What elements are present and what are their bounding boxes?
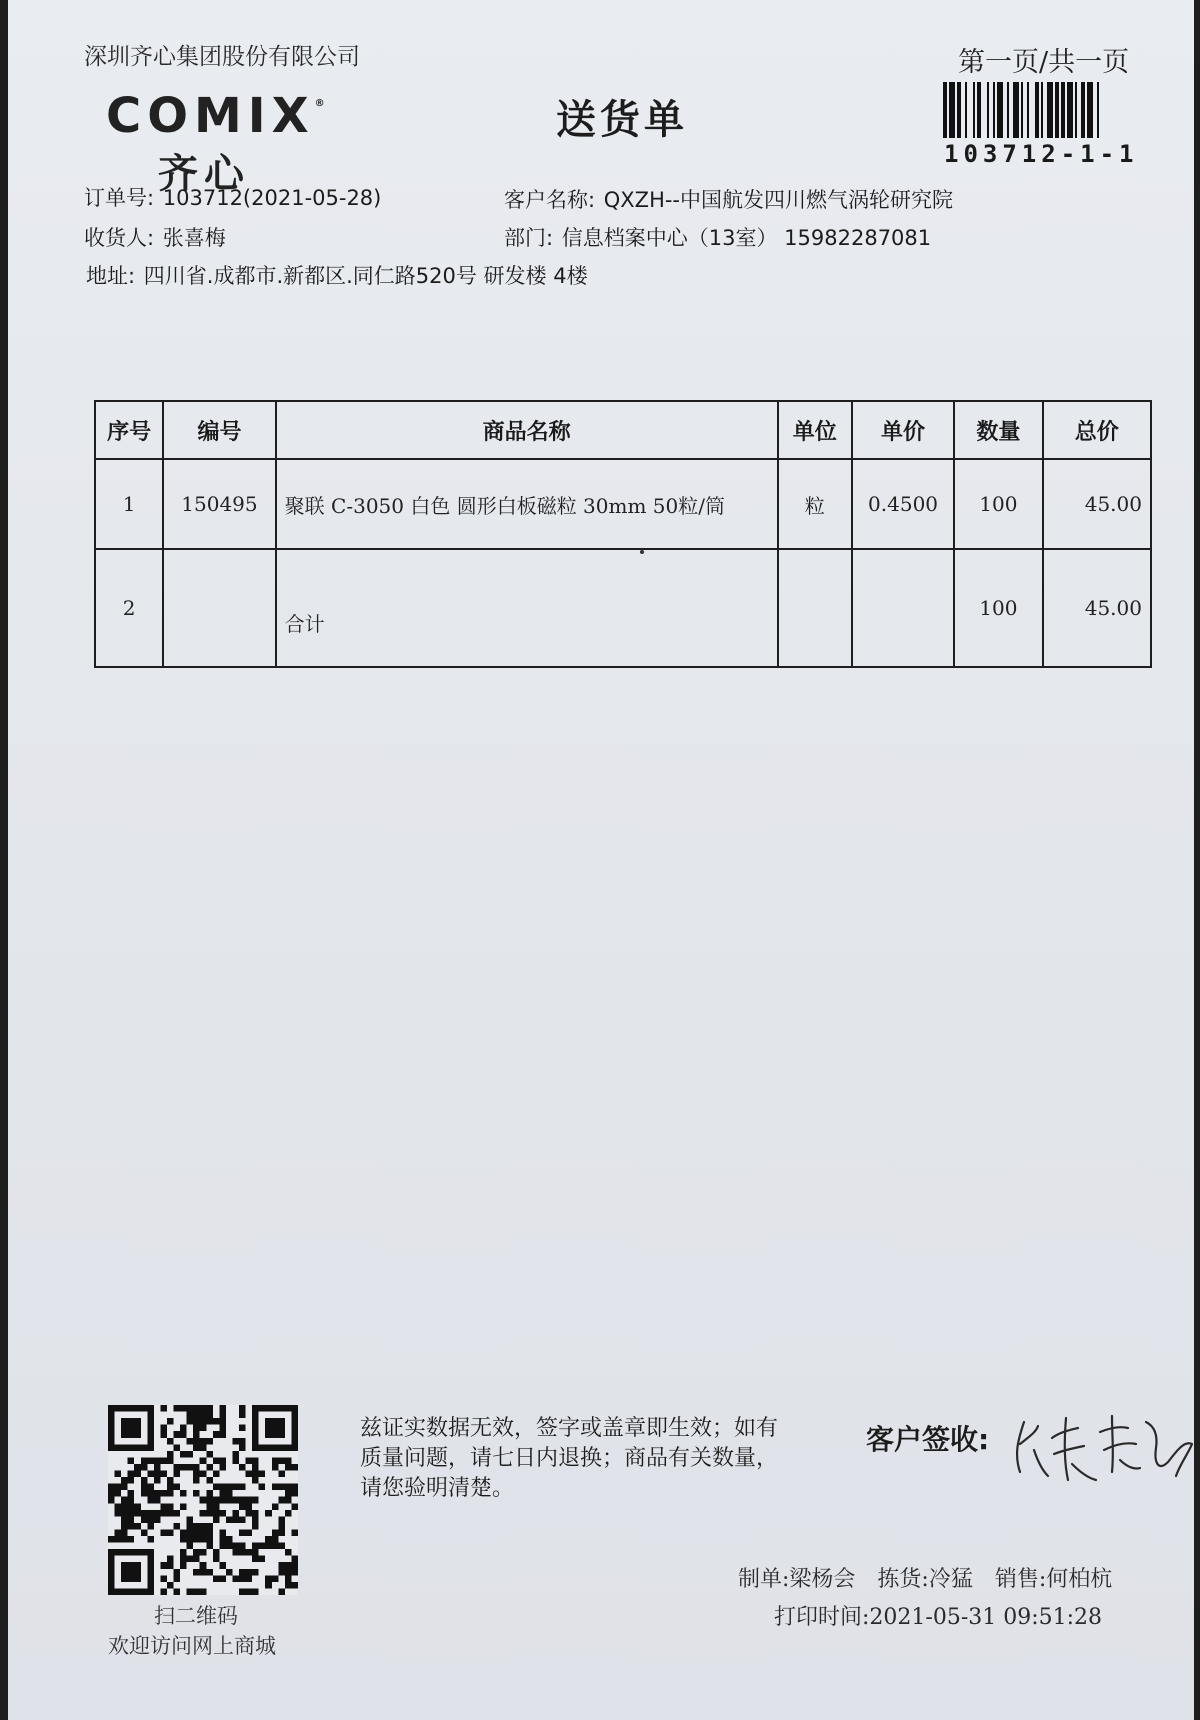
signature-icon: [1008, 1392, 1194, 1492]
qr-caption-mall: 欢迎访问网上商城: [108, 1634, 276, 1658]
customer-name-label: 客户名称:: [504, 188, 596, 212]
barcode-icon: [943, 82, 1151, 138]
order-number-value: 103712(2021-05-28): [162, 186, 382, 210]
barcode-number: 103712-1-1: [944, 140, 1139, 168]
department: [504, 222, 931, 252]
staff-info: 制单:梁杨会 拣货:冷猛 销售:何柏杭: [738, 1567, 1113, 1592]
document-title: 送货单: [556, 97, 688, 143]
customer-name: [504, 184, 953, 214]
print-time: 打印时间:2021-05-31 09:51:28: [774, 1605, 1103, 1630]
cell-unit-price: [852, 549, 954, 667]
cell-quantity: 100: [954, 459, 1042, 549]
company-name: 深圳齐心集团股份有限公司: [84, 44, 360, 70]
cell-total: 45.00: [1043, 549, 1151, 667]
items-table: [94, 400, 1152, 668]
header-total: 总价: [1043, 401, 1151, 459]
cell-quantity: 100: [954, 549, 1042, 667]
customer-sign-label: 客户签收:: [866, 1423, 990, 1456]
logo-english: COMIX®: [106, 88, 325, 144]
order-number: [84, 182, 381, 212]
qr-caption-scan: 扫二维码: [154, 1604, 238, 1628]
cell-unit: 粒: [778, 459, 852, 549]
cell-seq: 2: [95, 549, 163, 667]
header-code: 编号: [163, 401, 275, 459]
delivery-note-paper: [8, 0, 1194, 1720]
table-row: [95, 549, 1151, 667]
department-value: 信息档案中心（13室） 15982287081: [561, 226, 932, 250]
header-quantity: 数量: [954, 401, 1042, 459]
address-label: 地址:: [86, 264, 136, 288]
department-label: 部门:: [504, 226, 554, 250]
cell-code: 150495: [163, 459, 275, 549]
logo-english-text: COMIX: [106, 88, 315, 144]
header-seq: 序号: [95, 401, 163, 459]
header-unit: 单位: [778, 401, 852, 459]
cell-code: [163, 549, 275, 667]
address-value: 四川省.成都市.新都区.同仁路520号 研发楼 4楼: [143, 264, 588, 288]
receiver: [84, 222, 226, 252]
cell-unit-price: 0.4500: [852, 459, 954, 549]
qr-code-icon[interactable]: [108, 1405, 298, 1595]
cell-product-name: 合计: [276, 549, 778, 667]
receiver-label: 收货人:: [84, 226, 155, 250]
header-unit-price: 单价: [852, 401, 954, 459]
address: [86, 260, 588, 290]
ink-dot: [640, 550, 644, 554]
receiver-value: 张喜梅: [162, 226, 226, 250]
customer-name-value: QXZH--中国航发四川燃气涡轮研究院: [603, 188, 954, 212]
cell-seq: 1: [95, 459, 163, 549]
order-number-label: 订单号:: [84, 186, 155, 210]
header-product-name: 商品名称: [276, 401, 778, 459]
table-row: [95, 459, 1151, 549]
table-header-row: [95, 401, 1151, 459]
cell-total: 45.00: [1043, 459, 1151, 549]
cell-product-name: 聚联 C-3050 白色 圆形白板磁粒 30mm 50粒/筒: [276, 459, 778, 549]
logo-chinese: 齐心: [158, 151, 250, 197]
page-info: 第一页/共一页: [958, 47, 1130, 78]
notice-text: 兹证实数据无效，签字或盖章即生效；如有质量问题，请七日内退换；商品有关数量，请您验明清楚。: [360, 1416, 779, 1501]
cell-unit: [778, 549, 852, 667]
